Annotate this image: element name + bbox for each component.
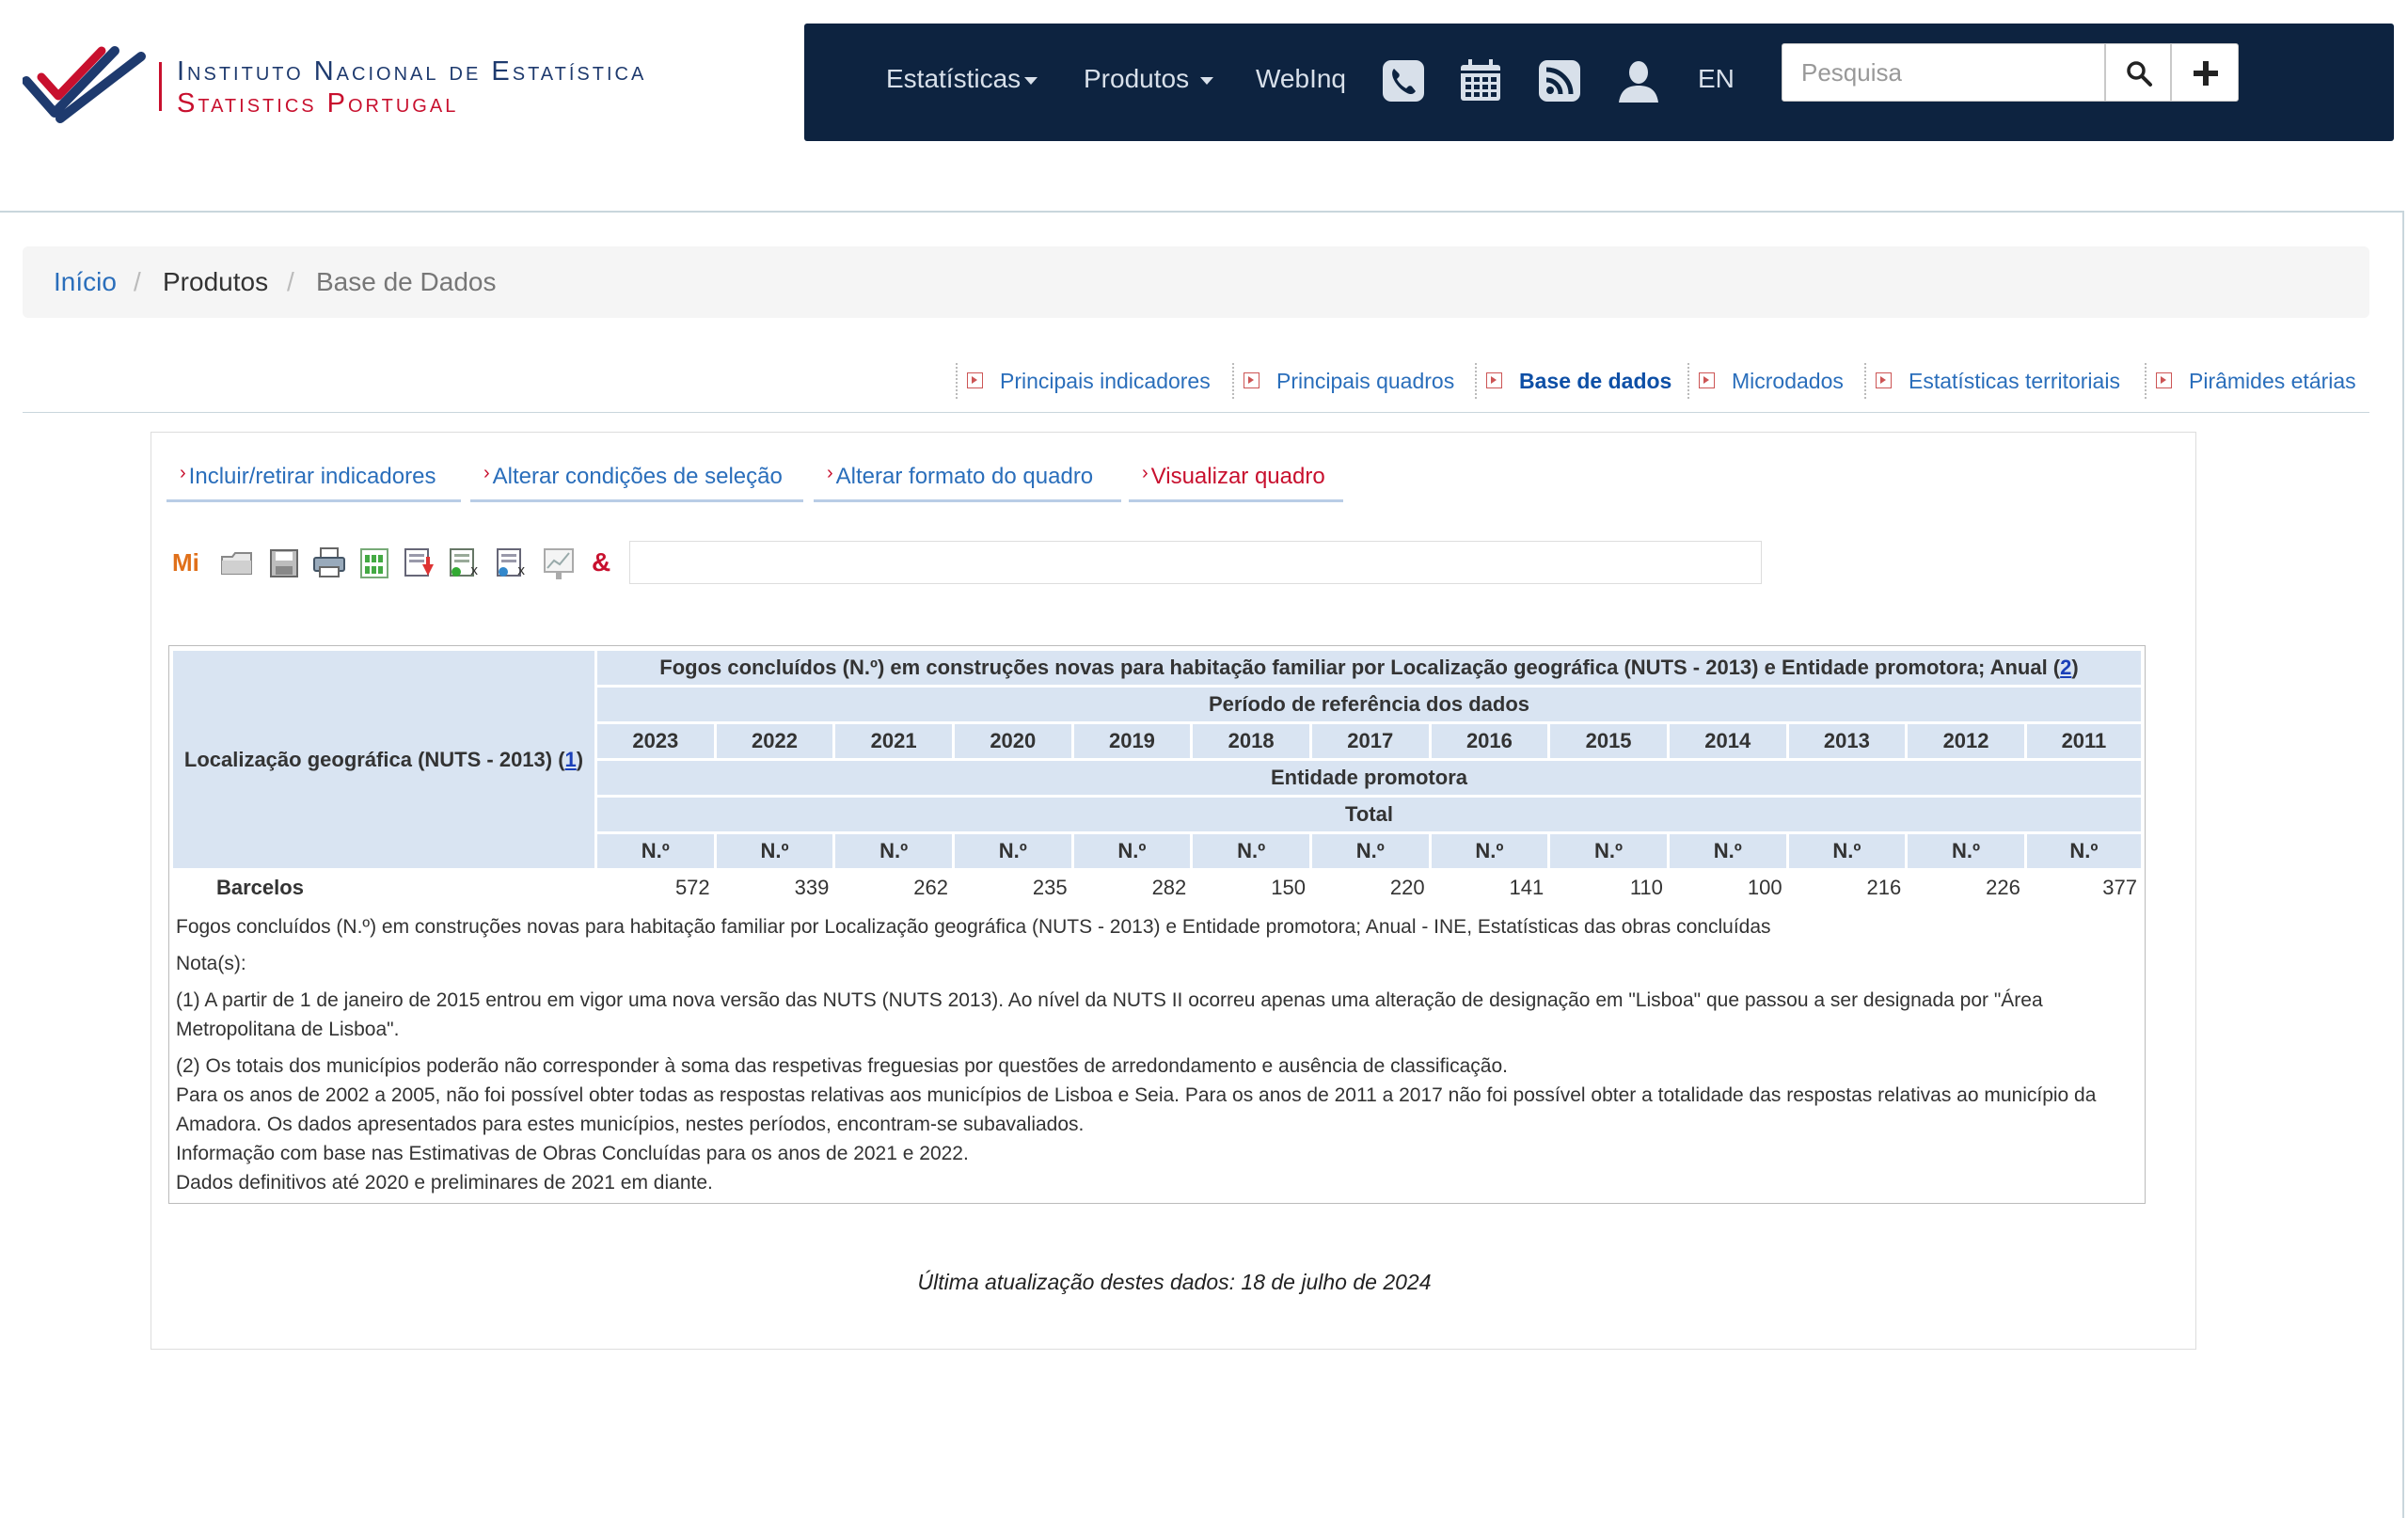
nav-webinq-label: WebInq — [1256, 64, 1346, 93]
tab-alterar-condicoes[interactable] — [470, 444, 803, 502]
search-button[interactable] — [2105, 43, 2171, 102]
breadcrumb-home-link[interactable]: Início — [54, 267, 117, 296]
cell-value: 377 — [2027, 871, 2141, 905]
tab-visualizar-quadro[interactable] — [1129, 444, 1343, 502]
cell-value: 282 — [1074, 871, 1191, 905]
subnav-piramides-etarias[interactable] — [2156, 352, 2356, 410]
subnav-base-de-dados[interactable] — [1486, 352, 1671, 410]
subnav-principais-quadros[interactable] — [1244, 352, 1454, 410]
language-switch-en[interactable]: EN — [1698, 64, 1735, 93]
year-header: 2011 — [2027, 724, 2141, 758]
note-1: (1) A partir de 1 de janeiro de 2015 entrou em vigor uma nova versão das NUTS (NUTS 2013). Ao nível da NUTS II ocorreu apenas uma alteração de designação em "Lisboa" que passou a ser designada por "Área Metropolitana de Lisboa". — [176, 989, 2043, 1040]
note-2-line: Informação com base nas Estimativas de Obras Concluídas para os anos de 2021 e 2022. — [176, 1143, 969, 1164]
export-icon[interactable] — [402, 544, 437, 581]
cell-value: 150 — [1193, 871, 1309, 905]
metainformation-icon[interactable]: Mi — [172, 548, 199, 577]
svg-text:x: x — [517, 563, 526, 578]
year-header: 2013 — [1789, 724, 1906, 758]
subnav-estatisticas-territoriais[interactable] — [1876, 352, 2120, 410]
save-icon[interactable] — [266, 544, 302, 581]
unit-header: N.º — [2027, 834, 2141, 868]
subnav-label: Base de dados — [1519, 369, 1672, 393]
row-header-cell — [173, 651, 594, 868]
cell-value: 220 — [1312, 871, 1429, 905]
logo-name-pt: Instituto Nacional de Estatística — [177, 56, 647, 87]
note-2-line: Para os anos de 2002 a 2005, não foi possível obter todas as respostas relativas aos municípios de Lisboa e Seia. Para os anos de 2011 a 2017 não foi possível obter a totalidade das respostas relativas ao município da Amadora. Os dados apresentados para estes municípios, nestes períodos, encontram-se subavaliados. — [176, 1084, 2097, 1135]
nav-produtos-label: Produtos — [1084, 64, 1190, 93]
nav-estatisticas-label: Estatísticas — [886, 64, 1022, 93]
subnav-label: Principais quadros — [1276, 369, 1455, 393]
subnav-label: Microdados — [1732, 369, 1844, 393]
subnav-divider — [1232, 363, 1234, 399]
open-folder-icon[interactable] — [219, 544, 255, 581]
table-title-end: ) — [2071, 656, 2079, 679]
cell-value: 226 — [1908, 871, 2024, 905]
subnav-label: Principais indicadores — [1000, 369, 1211, 393]
unit-header: N.º — [955, 834, 1071, 868]
footnote-1-link[interactable]: 1 — [564, 747, 577, 771]
year-header: 2022 — [717, 724, 833, 758]
notes-heading: Nota(s): — [176, 953, 246, 974]
logo-name-en: Statistics Portugal — [177, 88, 459, 119]
xml-export-icon[interactable] — [494, 544, 530, 581]
row-header-label: Localização geográfica (NUTS - 2013) ( — [183, 747, 565, 771]
tab-label: Alterar condições de seleção — [492, 464, 783, 489]
phone-icon[interactable] — [1380, 57, 1427, 104]
cell-value: 110 — [1550, 871, 1667, 905]
cell-value: 339 — [717, 871, 833, 905]
subnav-label: Pirâmides etárias — [2189, 369, 2356, 393]
subnav-divider — [1687, 363, 1689, 399]
year-header: 2019 — [1074, 724, 1191, 758]
chevron-right-icon: › — [827, 463, 833, 483]
data-table — [170, 648, 2144, 908]
expand-search-button[interactable] — [2171, 43, 2239, 102]
excel-export-icon[interactable] — [447, 544, 483, 581]
cell-value: 235 — [955, 871, 1071, 905]
unit-header: N.º — [1670, 834, 1786, 868]
year-header: 2021 — [835, 724, 952, 758]
year-header: 2012 — [1908, 724, 2024, 758]
search-input[interactable] — [1782, 43, 2105, 102]
year-header: 2014 — [1670, 724, 1786, 758]
subnav-divider — [2145, 363, 2147, 399]
note-2-line: (2) Os totais dos municípios poderão não corresponder à soma das respetivas freguesias por questões de arredondamento e ausência de classificação. — [176, 1055, 1508, 1077]
nav-estatisticas[interactable] — [886, 24, 1038, 141]
unit-header: N.º — [1908, 834, 2024, 868]
subnav-divider — [1475, 363, 1477, 399]
cell-value: 262 — [835, 871, 952, 905]
row-name: Barcelos — [173, 871, 594, 905]
breadcrumb-products-link[interactable]: Produtos — [163, 267, 269, 296]
arrow-box-icon — [967, 372, 983, 388]
arrow-box-icon — [1699, 372, 1715, 388]
period-header: Período de referência dos dados — [597, 688, 2141, 721]
table-notes — [176, 912, 2142, 1197]
cell-value: 100 — [1670, 871, 1786, 905]
arrow-box-icon — [1486, 372, 1502, 388]
unit-header: N.º — [717, 834, 833, 868]
nav-webinq[interactable] — [1256, 24, 1346, 141]
total-header: Total — [597, 798, 2141, 831]
table-title-label: Fogos concluídos (N.º) em construções novas para habitação familiar por Localização geográfica (NUTS - 2013) e Entidade promotora; Anual ( — [659, 656, 2061, 679]
subnav-divider — [1864, 363, 1866, 399]
print-icon[interactable] — [311, 544, 347, 581]
cell-value: 216 — [1789, 871, 1906, 905]
breadcrumb-current: Base de Dados — [316, 267, 497, 296]
year-header: 2020 — [955, 724, 1071, 758]
source-note: Fogos concluídos (N.º) em construções novas para habitação familiar por Localização geográfica (NUTS - 2013) e Entidade promotora; Anual - INE, Estatísticas das obras concluídas — [176, 916, 1771, 938]
unit-header: N.º — [597, 834, 714, 868]
arrow-box-icon — [1876, 372, 1892, 388]
table-row — [173, 871, 2141, 905]
link-icon[interactable]: & — [592, 547, 611, 577]
cell-value: 572 — [597, 871, 714, 905]
header-divider — [0, 211, 2404, 213]
breadcrumb-separator: / — [134, 267, 141, 296]
subnav-underline — [23, 412, 2369, 413]
chevron-right-icon: › — [1142, 463, 1149, 483]
arrow-box-icon — [2156, 372, 2172, 388]
sub-navigation — [956, 352, 2367, 410]
nav-produtos[interactable] — [1084, 24, 1213, 141]
breadcrumb — [23, 246, 2369, 318]
unit-header: N.º — [1312, 834, 1429, 868]
year-header: 2023 — [597, 724, 714, 758]
chevron-down-icon — [1024, 77, 1038, 85]
last-update-text: Última atualização destes dados: 18 de julho de 2024 — [917, 1270, 1432, 1294]
rss-icon[interactable] — [1536, 57, 1583, 104]
subnav-divider — [956, 363, 958, 399]
tab-label: Alterar formato do quadro — [835, 464, 1094, 489]
tab-label: Incluir/retirar indicadores — [188, 464, 436, 489]
row-header-end: ) — [576, 747, 584, 771]
note-2-line: Dados definitivos até 2020 e preliminares de 2021 em diante. — [176, 1172, 713, 1194]
footnote-2-link[interactable]: 2 — [2060, 656, 2072, 679]
year-header: 2017 — [1312, 724, 1429, 758]
tab-alterar-formato[interactable] — [814, 444, 1121, 502]
arrow-box-icon — [1244, 372, 1259, 388]
year-header: 2015 — [1550, 724, 1667, 758]
tab-label: Visualizar quadro — [1150, 464, 1325, 489]
csv-export-icon[interactable] — [356, 544, 392, 581]
unit-header: N.º — [1074, 834, 1191, 868]
table-title — [597, 651, 2141, 685]
subnav-principais-indicadores[interactable] — [967, 352, 1211, 410]
subnav-microdados[interactable] — [1699, 352, 1844, 410]
chevron-right-icon: › — [180, 463, 186, 483]
user-icon[interactable] — [1615, 57, 1662, 104]
chevron-right-icon: › — [483, 463, 490, 483]
unit-header: N.º — [1789, 834, 1906, 868]
top-navigation-bar — [804, 24, 2394, 141]
ine-logo[interactable] — [23, 43, 794, 137]
svg-text:x: x — [470, 563, 479, 578]
year-header: 2016 — [1432, 724, 1548, 758]
year-header: 2018 — [1193, 724, 1309, 758]
cell-value: 141 — [1432, 871, 1548, 905]
tab-incluir-retirar-indicadores[interactable] — [166, 444, 461, 502]
page-right-border — [2402, 211, 2404, 1518]
subnav-label: Estatísticas territoriais — [1909, 369, 2120, 393]
breadcrumb-separator: / — [287, 267, 294, 296]
logo-divider — [159, 62, 162, 111]
plus-icon — [2193, 60, 2219, 87]
chart-icon[interactable] — [541, 544, 577, 581]
unit-header: N.º — [1550, 834, 1667, 868]
search-icon — [2125, 59, 2153, 87]
calendar-icon[interactable] — [1457, 57, 1504, 104]
unit-header: N.º — [1193, 834, 1309, 868]
unit-header: N.º — [1432, 834, 1548, 868]
unit-header: N.º — [835, 834, 952, 868]
logo-check-mark — [23, 43, 147, 130]
database-panel — [150, 432, 2196, 1350]
link-url-field[interactable] — [629, 541, 1762, 584]
entity-header: Entidade promotora — [597, 761, 2141, 795]
chevron-down-icon — [1200, 77, 1213, 85]
